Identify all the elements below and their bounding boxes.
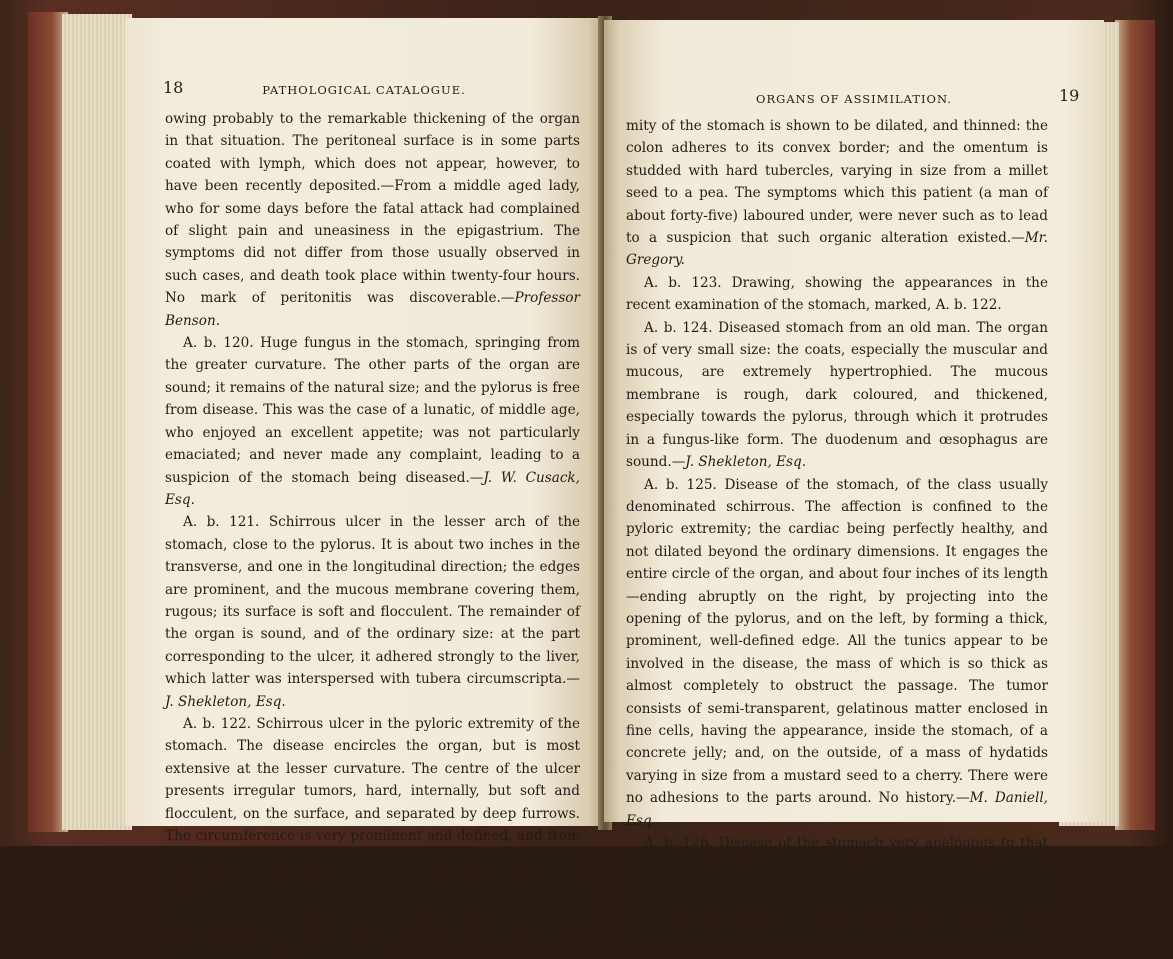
paragraph: A. b. 126. Disease of the stomach very analogous to that marked 125. It is confined to the pyloric half. The coats are in some places more than an inch in thickness, and the passage through the pylorus, is much narrowed. The interior is soft and gelatinous, like frog-spawn; the exterior, which is xyxy=(626,835,1048,941)
right-page xyxy=(604,20,1104,941)
left-page-number: 18 xyxy=(163,78,184,97)
paragraph: A. b. 123. Drawing, showing the appearances in the recent examination of the stomach, marked, A. b. 122. xyxy=(626,274,1048,314)
paragraph: A. b. 122. Schirrous ulcer in the pyloric extremity of the stomach. The disease encircles the organ, but is most extensive at the lesser curvature. The centre of the ulcer presents irregular tumors, hard, internally, but soft and flocculent, on the surface, and separated by deep furrows. The circumference is very prominent and defined, and from it, the mucous membrane at once assumes a natural aspect. In the recent state, the membrane for some distance around, presented a reddish tint, and was covered with scattered varicose blood-vessels, and hypertrophied mucous glands. The great extre- xyxy=(165,715,580,957)
right-cover xyxy=(1115,20,1155,830)
left-running-header: PATHOLOGICAL CATALOGUE. xyxy=(262,83,466,97)
paragraph: A. b. 125. Disease of the stomach, of the class usually denominated schirrous. The affection is confined to the pyloric extremity; the cardiac being perfectly healthy, and not dilated beyond the ordinary dimensions. It engages the entire circle of the organ, and about four inches of its length—ending abruptly on the right, by projecting into the opening of the pylorus, and on the left, by forming a thick, prominent, well-defined edge. All the tunics appear to be involved in the disease, the mass of which is so thick as almost completely to obstruct the passage. The tumor consists of semi-transparent, gelatinous matter enclosed in fine cells, having the appearance, inside the stomach, of a concrete jelly; and, on the outside, of a mass of hydatids varying in size from a mustard seed to a cherry. There were no adhesions to the parts around. No history.—M. Daniell, Esq. xyxy=(626,476,1048,829)
left-page-edges xyxy=(62,14,132,830)
paragraph: A. b. 124. Diseased stomach from an old man. The organ is of very small size: the coats, especially the muscular and mucous, are extremely hypertrophied. The mucous membrane is rough, dark coloured, and thickened, especially towards the pylorus, through which it protrudes in a fungus-like form. The duodenum and œsophagus are sound.—J. Shekleton, Esq. xyxy=(626,319,1048,471)
right-running-header: ORGANS OF ASSIMILATION. xyxy=(756,92,952,106)
paragraph: owing probably to the remarkable thickening of the organ in that situation. The peritoneal surface is in some parts coated with lymph, which does not appear, however, to have been recently deposited.—From a middle aged lady, who for some days before the fatal attack had complained of slight pain and uneasiness in the epigastrium. The symptoms did not differ from those usually observed in such cases, and death took place within twenty-four hours. No mark of peritonitis was discoverable.—Professor Benson. xyxy=(165,111,580,329)
right-body-text xyxy=(626,115,1048,944)
credit: J. Shekleton, Esq. xyxy=(165,693,286,710)
paragraph: mity of the stomach is shown to be dilated, and thinned: the colon adheres to its convex border; and the omentum is studded with hard tubercles, varying in size from a millet seed to a pea. The symptoms which this patient (a man of about forty-five) laboured under, were never such as to lead to a suspicion that such organic alteration existed.—Mr. Gregory. xyxy=(626,118,1048,269)
credit: J. Shekleton, Esq. xyxy=(685,454,807,471)
left-body-text xyxy=(165,108,580,959)
credit: Mr. Gregory. xyxy=(626,230,1048,269)
left-page xyxy=(125,18,603,957)
paragraph: A. b. 121. Schirrous ulcer in the lesser arch of the stomach, close to the pylorus. It is about two inches in the transverse, and one in the longitudinal direction; the edges are prominent, and the mucous membrane covering them, rugous; its surface is soft and flocculent. The remainder of the organ is sound, and of the ordinary size: at the part corresponding to the ulcer, it adhered strongly to the liver, which latter was interspersed with tubera circumscripta.—J. Shekleton, Esq. xyxy=(165,514,580,710)
paragraph: A. b. 120. Huge fungus in the stomach, springing from the greater curvature. The other parts of the organ are sound; it remains of the natural size; and the pylorus is free from disease. This was the case of a lunatic, of middle age, who enjoyed an excellent appetite; was not particularly emaciated; and never made any complaint, leading to a suspicion of the stomach being diseased.—J. W. Cusack, Esq. xyxy=(165,335,580,508)
credit: Professor Benson. xyxy=(165,290,580,329)
credit: M. Daniell, Esq. xyxy=(626,790,1048,829)
right-page-number: 19 xyxy=(1059,86,1080,105)
credit: J. W. Cusack, Esq. xyxy=(165,469,580,508)
